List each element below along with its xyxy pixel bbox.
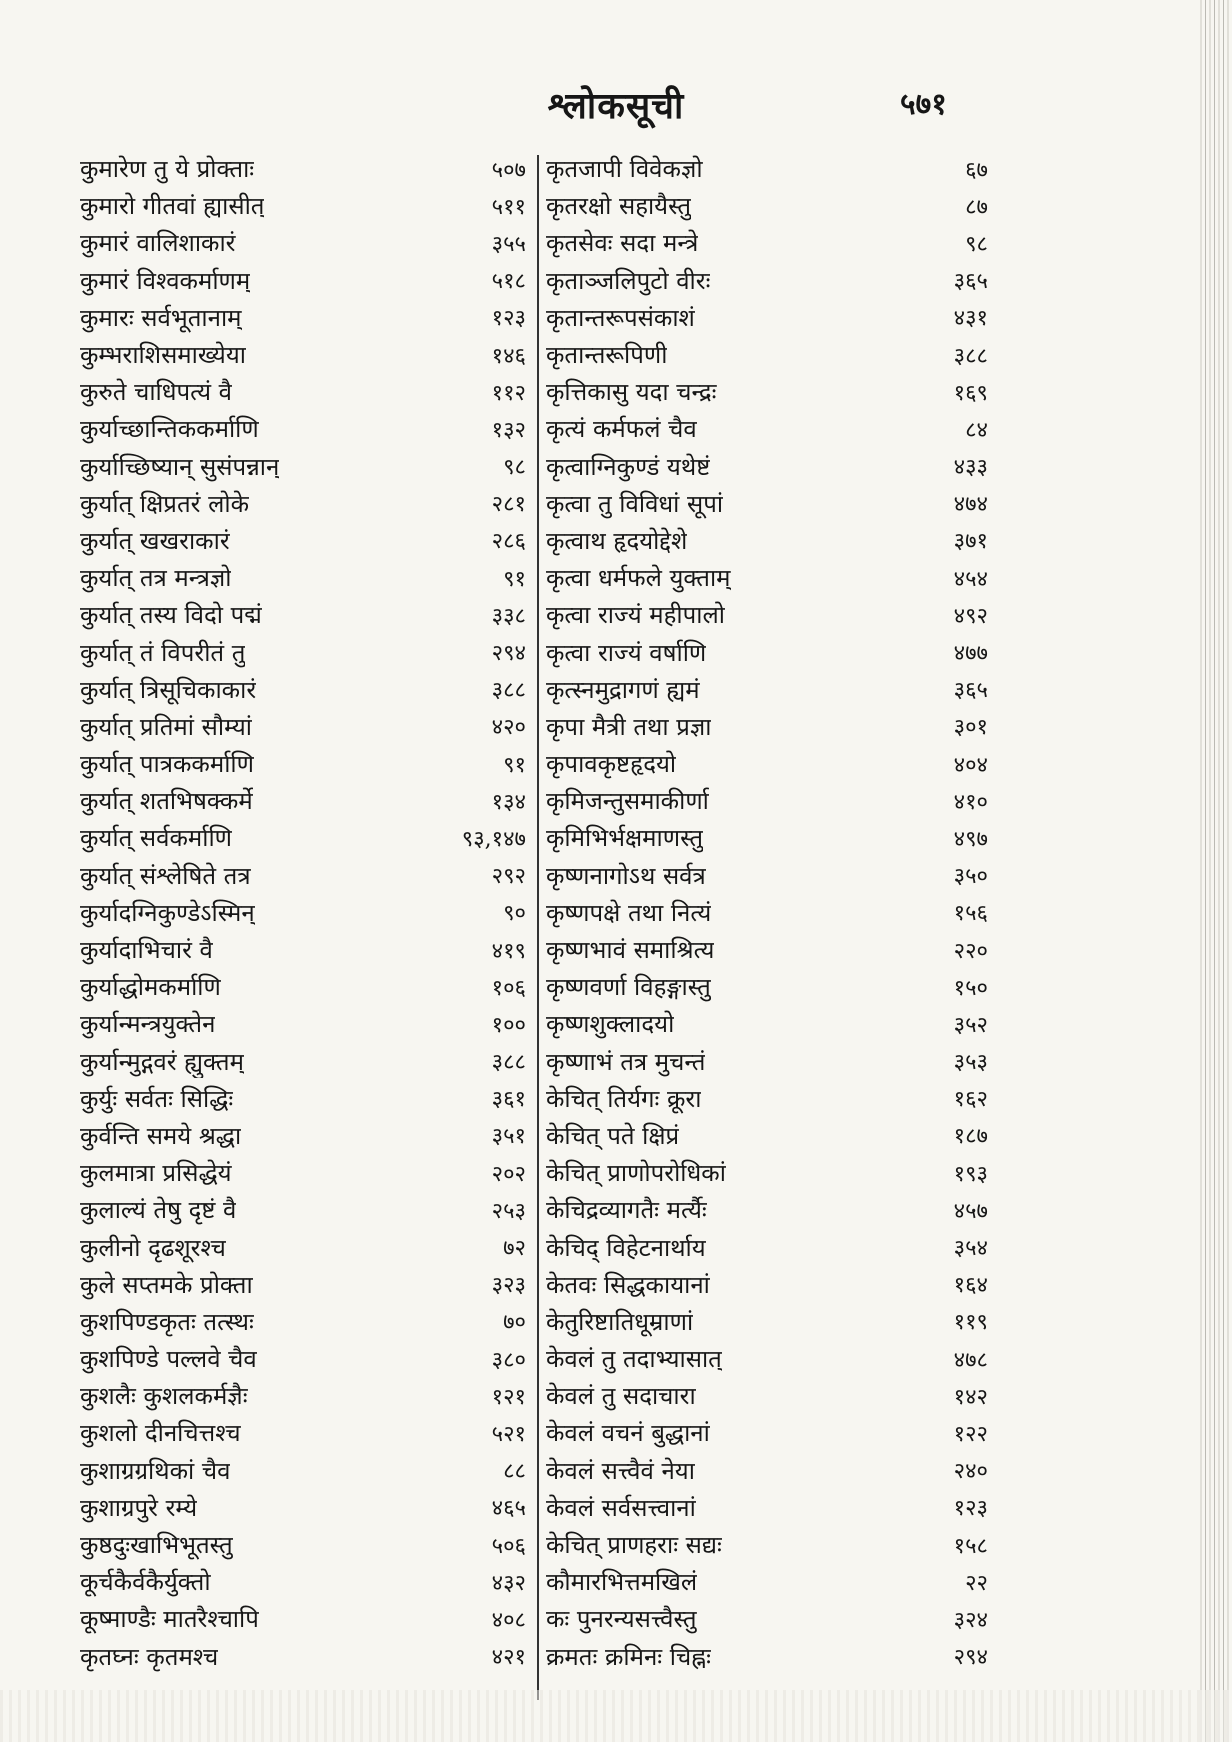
index-entry — [546, 187, 998, 224]
verse-text: कुर्याच्छिष्यान् सुसंपन्नान् — [80, 452, 280, 481]
verse-text: कूर्चकैर्वकैर्युक्तो — [80, 1568, 211, 1597]
verse-text: कुले सप्तमके प्रोक्ता — [80, 1270, 253, 1299]
index-entry — [546, 299, 998, 336]
page-reference: १५० — [953, 975, 988, 1001]
page-reference: ९३,१४७ — [461, 826, 526, 852]
page-reference: ४६५ — [491, 1496, 526, 1522]
index-entry — [80, 745, 532, 782]
page-reference: १४६ — [491, 343, 526, 369]
index-entry — [546, 782, 998, 819]
verse-text: केतुरिष्टातिधूम्राणां — [546, 1307, 694, 1336]
index-entry — [80, 187, 532, 224]
index-entry — [80, 336, 532, 373]
page-reference: ४७८ — [953, 1347, 988, 1373]
index-entry — [80, 857, 532, 894]
verse-text: कृतघ्नः कृतमश्च — [80, 1642, 219, 1671]
verse-text: कृतान्तरूपिणी — [546, 341, 668, 370]
index-entry — [80, 894, 532, 931]
verse-text: कुर्यान्मुद्गवरं ह्युक्तम् — [80, 1047, 244, 1076]
page-reference: ३२३ — [491, 1273, 526, 1299]
verse-text: कृत्स्नमुद्रागणं ह्यमं — [546, 675, 700, 704]
index-entry — [546, 931, 998, 968]
page-reference: ३२४ — [953, 1607, 988, 1633]
index-entry — [80, 559, 532, 596]
page-reference: १२२ — [953, 1421, 988, 1447]
page-reference: १२३ — [953, 1496, 988, 1522]
verse-text: कृष्णपक्षे तथा नित्यं — [546, 898, 712, 927]
verse-text: कूष्माण्डैः मातरैश्चापि — [80, 1605, 259, 1634]
index-entry — [546, 448, 998, 485]
page-reference: ४१० — [953, 789, 988, 815]
index-column-right — [546, 150, 998, 1675]
index-entry — [80, 1452, 532, 1489]
page-reference: २८१ — [491, 492, 526, 518]
page-reference: ५१८ — [491, 269, 526, 295]
page-reference: ४९२ — [953, 603, 988, 629]
page-reference: २९२ — [491, 864, 526, 890]
page-reference: २९४ — [953, 1645, 988, 1671]
verse-text: कुलाल्यं तेषु दृष्टं वै — [80, 1196, 237, 1225]
verse-text: कृष्णवर्णा विहङ्गास्तु — [546, 973, 711, 1002]
page-reference: ४१९ — [491, 938, 526, 964]
verse-text: कुरुते चाधिपत्यं वै — [80, 378, 233, 407]
index-entry — [546, 1340, 998, 1377]
index-entry — [546, 1377, 998, 1414]
index-entry — [80, 1154, 532, 1191]
verse-text: कुष्ठदुःखाभिभूतस्तु — [80, 1531, 233, 1560]
page-reference: ६७ — [965, 157, 988, 183]
index-entry — [546, 1489, 998, 1526]
page-reference: ४०४ — [953, 752, 988, 778]
verse-text: कुर्युः सर्वतः सिद्धिः — [80, 1084, 234, 1113]
page-reference: १४२ — [953, 1384, 988, 1410]
page-reference: ११९ — [953, 1310, 988, 1336]
verse-text: कृतान्तरूपसंकाशं — [546, 303, 695, 332]
page-reference: ३५५ — [491, 231, 526, 257]
page-reference: ३८० — [491, 1347, 526, 1373]
verse-text: कुमारो गीतवां ह्यासीत् — [80, 192, 265, 221]
index-entry — [546, 150, 998, 187]
page-reference: ३६१ — [491, 1087, 526, 1113]
page-reference: ३७१ — [953, 529, 988, 555]
index-entry — [546, 559, 998, 596]
page-reference: ५०७ — [491, 157, 526, 183]
index-entry — [80, 448, 532, 485]
index-entry — [80, 1266, 532, 1303]
verse-text: कुर्याद्धोमकर्माणि — [80, 973, 221, 1002]
index-entry — [80, 1228, 532, 1265]
index-entry — [80, 1117, 532, 1154]
page-reference: ४२० — [491, 715, 526, 741]
index-entry — [546, 373, 998, 410]
verse-text: कृत्वा राज्यं वर्षाणि — [546, 638, 707, 667]
page-reference: ३८८ — [491, 1050, 526, 1076]
page-reference: १३४ — [491, 789, 526, 815]
verse-text: कुमारं विश्वकर्माणम् — [80, 266, 251, 295]
index-entry — [80, 596, 532, 633]
index-entry — [546, 1414, 998, 1451]
index-entry — [80, 782, 532, 819]
index-entry — [80, 1303, 532, 1340]
page-reference: ४५४ — [953, 566, 988, 592]
page-reference: ३६५ — [953, 269, 988, 295]
page-reference: १५८ — [953, 1533, 988, 1559]
verse-text: कृत्तिकासु यदा चन्द्रः — [546, 378, 717, 407]
index-entry — [80, 931, 532, 968]
index-entry — [546, 1191, 998, 1228]
verse-text: कुशपिण्डे पल्लवे चैव — [80, 1345, 257, 1374]
page-reference: १०६ — [491, 975, 526, 1001]
page-reference: ३६५ — [953, 678, 988, 704]
page-reference: १२३ — [491, 306, 526, 332]
verse-text: कृमिभिर्भक्षमाणस्तु — [546, 824, 704, 853]
verse-text: कृत्वाग्निकुण्डं यथेष्टं — [546, 452, 711, 481]
verse-text: कुशाग्रग्रथिकां चैव — [80, 1456, 231, 1485]
index-entry — [80, 1043, 532, 1080]
index-entry — [80, 1563, 532, 1600]
verse-text: केवलं वचनं बुद्धानां — [546, 1419, 710, 1448]
page-reference: ४०८ — [491, 1607, 526, 1633]
page-reference: ८४ — [965, 417, 988, 443]
page-reference: ३८८ — [491, 678, 526, 704]
page-reference: ३८८ — [953, 343, 988, 369]
verse-text: कुमारं वालिशाकारं — [80, 229, 236, 258]
page-reference: ४९७ — [953, 826, 988, 852]
page-reference: ७२ — [503, 1236, 526, 1262]
page-reference: २८६ — [491, 529, 526, 555]
verse-text: कुर्याच्छान्तिककर्माणि — [80, 415, 259, 444]
index-entry — [546, 522, 998, 559]
page-reference: १८७ — [953, 1124, 988, 1150]
index-entry — [546, 894, 998, 931]
index-entry — [546, 1452, 998, 1489]
index-entry — [80, 373, 532, 410]
verse-text: कृपा मैत्री तथा प्रज्ञा — [546, 712, 712, 741]
index-entry — [80, 633, 532, 670]
verse-text: कुर्यात् खखराकारं — [80, 526, 230, 555]
index-entry — [546, 671, 998, 708]
index-entry — [546, 1043, 998, 1080]
page-reference: २९४ — [491, 641, 526, 667]
index-entry — [80, 485, 532, 522]
verse-text: कुर्यात् प्रतिमां सौम्यां — [80, 712, 253, 741]
page-reference: ३०१ — [953, 715, 988, 741]
page-reference: ४५७ — [953, 1198, 988, 1224]
verse-text: कुमारेण तु ये प्रोक्ताः — [80, 155, 255, 184]
index-entry — [546, 708, 998, 745]
verse-text: कुर्यात् तस्य विदो पद्मं — [80, 601, 262, 630]
index-entry — [80, 1377, 532, 1414]
page-reference: ९१ — [503, 752, 526, 778]
index-entry — [546, 1563, 998, 1600]
page-reference: २४० — [953, 1459, 988, 1485]
index-entry — [80, 1526, 532, 1563]
verse-text: कृत्वा राज्यं महीपालो — [546, 601, 725, 630]
page-reference: ३५४ — [953, 1236, 988, 1262]
verse-text: कृत्वा तु विविधां सूपां — [546, 489, 724, 518]
verse-text: कृपावकृष्टहृदयो — [546, 750, 677, 779]
index-entry — [546, 1526, 998, 1563]
verse-text: कुलमात्रा प्रसिद्धेयं — [80, 1159, 232, 1188]
page-reference: ९१ — [503, 566, 526, 592]
verse-text: कृतसेवः सदा मन्त्रे — [546, 229, 699, 258]
index-column-left — [80, 150, 532, 1675]
verse-text: कृष्णभावं समाश्रित्य — [546, 936, 715, 965]
verse-text: कुशाग्रपुरे रम्ये — [80, 1493, 198, 1522]
index-entry — [80, 1638, 532, 1675]
page-reference: ९८ — [965, 231, 988, 257]
verse-text: केचित् प्राणहराः सद्यः — [546, 1531, 722, 1560]
verse-text: कः पुनरन्यसत्त्वैस्तु — [546, 1605, 697, 1634]
index-entry — [80, 819, 532, 856]
index-entry — [546, 1154, 998, 1191]
index-entry — [80, 299, 532, 336]
verse-text: कौमारभित्तमखिलं — [546, 1568, 698, 1597]
page-reference: ९८ — [503, 455, 526, 481]
verse-text: क्रमतः क्रमिनः चिह्नः — [546, 1642, 711, 1671]
verse-text: कुर्यादग्निकुण्डेऽस्मिन् — [80, 898, 255, 927]
index-entry — [546, 1266, 998, 1303]
index-entry — [546, 745, 998, 782]
index-entry — [80, 522, 532, 559]
index-entry — [80, 1489, 532, 1526]
verse-text: केवलं सत्त्वैवं नेया — [546, 1456, 695, 1485]
verse-text: कुर्यात् क्षिप्रतरं लोके — [80, 489, 250, 518]
index-entry — [546, 1117, 998, 1154]
page-reference: १२१ — [491, 1384, 526, 1410]
index-entry — [80, 1340, 532, 1377]
index-entry — [546, 1005, 998, 1042]
verse-text: केवलं सर्वसत्त्वानां — [546, 1493, 696, 1522]
index-entry — [80, 1600, 532, 1637]
index-entry — [546, 596, 998, 633]
index-entry — [546, 1228, 998, 1265]
index-entry — [546, 1638, 998, 1675]
index-entry — [546, 1080, 998, 1117]
page-reference: ३५३ — [953, 1050, 988, 1076]
verse-text: केचिद्रव्यागतैः मर्त्यैः — [546, 1196, 707, 1225]
index-entry — [546, 1303, 998, 1340]
verse-text: कुर्यात् पात्रककर्माणि — [80, 750, 254, 779]
index-entry — [546, 633, 998, 670]
page-reference: ११२ — [491, 380, 526, 406]
index-entry — [546, 224, 998, 261]
page-reference: ३५१ — [491, 1124, 526, 1150]
index-entry — [546, 262, 998, 299]
index-entry — [80, 1191, 532, 1228]
index-entry — [80, 224, 532, 261]
verse-text: कुर्यात् सर्वकर्माणि — [80, 824, 233, 853]
verse-text: कृताञ्जलिपुटो वीरः — [546, 266, 711, 295]
page-reference: १३२ — [491, 417, 526, 443]
verse-text: कुर्यात् संश्लेषिते तत्र — [80, 861, 251, 890]
page-reference: ४२१ — [491, 1645, 526, 1671]
index-entry — [546, 485, 998, 522]
verse-text: कुर्यात् तं विपरीतं तु — [80, 638, 246, 667]
page-reference: १६२ — [953, 1087, 988, 1113]
page-reference: ८८ — [503, 1459, 526, 1485]
page-reference: २२ — [965, 1570, 988, 1596]
verse-text: कुम्भराशिसमाख्येया — [80, 341, 246, 370]
page-reference: २२० — [953, 938, 988, 964]
page-reference: ३५२ — [953, 1012, 988, 1038]
verse-text: कुशलो दीनचित्तश्च — [80, 1419, 241, 1448]
verse-text: कृष्णाभं तत्र मुचन्तं — [546, 1047, 706, 1076]
page-reference: २५३ — [491, 1198, 526, 1224]
verse-text: केचित् प्राणोपरोधिकां — [546, 1159, 726, 1188]
verse-text: कृत्वाथ हृदयोद्देशे — [546, 526, 688, 555]
page-title: श्लोकसूची — [547, 85, 685, 127]
index-entry — [80, 1005, 532, 1042]
verse-text: कुलीनो दृढशूरश्च — [80, 1233, 226, 1262]
index-entry — [546, 410, 998, 447]
index-entry — [546, 336, 998, 373]
verse-text: कृतरक्षो सहायैस्तु — [546, 192, 692, 221]
book-edge — [1200, 0, 1232, 1742]
verse-text: कृत्वा धर्मफले युक्ताम् — [546, 564, 731, 593]
index-entry — [80, 968, 532, 1005]
verse-text: कुर्यात् तत्र मन्त्रज्ञो — [80, 564, 232, 593]
verse-text: कृष्णनागोऽथ सर्वत्र — [546, 861, 706, 890]
verse-text: कुशपिण्डकृतः तत्स्थः — [80, 1307, 254, 1336]
verse-text: कुर्वन्ति समये श्रद्धा — [80, 1121, 242, 1150]
index-entry — [546, 1600, 998, 1637]
index-entry — [80, 708, 532, 745]
verse-text: कुर्यान्मन्त्रयुक्तेन — [80, 1010, 216, 1039]
verse-text: कृष्णशुक्लादयो — [546, 1010, 675, 1039]
verse-text: कुमारः सर्वभूतानाम् — [80, 303, 242, 332]
index-entry — [546, 857, 998, 894]
page-reference: ४७४ — [953, 492, 988, 518]
verse-text: कुशलैः कुशलकर्मज्ञैः — [80, 1382, 248, 1411]
index-entry — [80, 1414, 532, 1451]
verse-text: केवलं तु तदाभ्यासात् — [546, 1345, 722, 1374]
index-entry — [80, 1080, 532, 1117]
verse-text: केचित् तिर्यगः क्रूरा — [546, 1084, 702, 1113]
page-reference: ५०६ — [491, 1533, 526, 1559]
page-reference: १०० — [491, 1012, 526, 1038]
page-reference: ८७ — [965, 194, 988, 220]
verse-text: केचिद् विहेटनार्थाय — [546, 1233, 706, 1262]
page-reference: १६४ — [953, 1273, 988, 1299]
verse-text: कुर्यात् शतभिषक्कर्मे — [80, 787, 253, 816]
page-reference: ९० — [503, 901, 526, 927]
verse-text: केतवः सिद्धकायानां — [546, 1270, 710, 1299]
scan-noise — [0, 1690, 1232, 1742]
page-reference: १५६ — [953, 901, 988, 927]
index-entry — [546, 968, 998, 1005]
page-reference: १९३ — [953, 1161, 988, 1187]
column-divider — [537, 155, 539, 1700]
page-number: ५७१ — [900, 87, 947, 122]
index-entry — [546, 819, 998, 856]
verse-text: कृमिजन्तुसमाकीर्णा — [546, 787, 709, 816]
index-entry — [80, 262, 532, 299]
page-reference: २०२ — [491, 1161, 526, 1187]
page-reference: ७० — [503, 1310, 526, 1336]
page-reference: ४३३ — [953, 455, 988, 481]
verse-text: केचित् पते क्षिप्रं — [546, 1121, 680, 1150]
verse-text: कृत्यं कर्मफलं चैव — [546, 415, 697, 444]
page-reference: ४३१ — [953, 306, 988, 332]
page-reference: ३५० — [953, 864, 988, 890]
index-entry — [80, 150, 532, 187]
verse-text: कुर्यात् त्रिसूचिकाकारं — [80, 675, 257, 704]
index-entry — [80, 410, 532, 447]
verse-text: केवलं तु सदाचारा — [546, 1382, 696, 1411]
page-reference: ४३२ — [491, 1570, 526, 1596]
page-reference: ५११ — [491, 194, 526, 220]
page-reference: ४७७ — [953, 641, 988, 667]
page-reference: १६९ — [953, 380, 988, 406]
verse-text: कृतजापी विवेकज्ञो — [546, 155, 703, 184]
page-reference: ५२१ — [491, 1421, 526, 1447]
index-entry — [80, 671, 532, 708]
page-reference: ३३८ — [491, 603, 526, 629]
verse-text: कुर्यादाभिचारं वै — [80, 936, 213, 965]
